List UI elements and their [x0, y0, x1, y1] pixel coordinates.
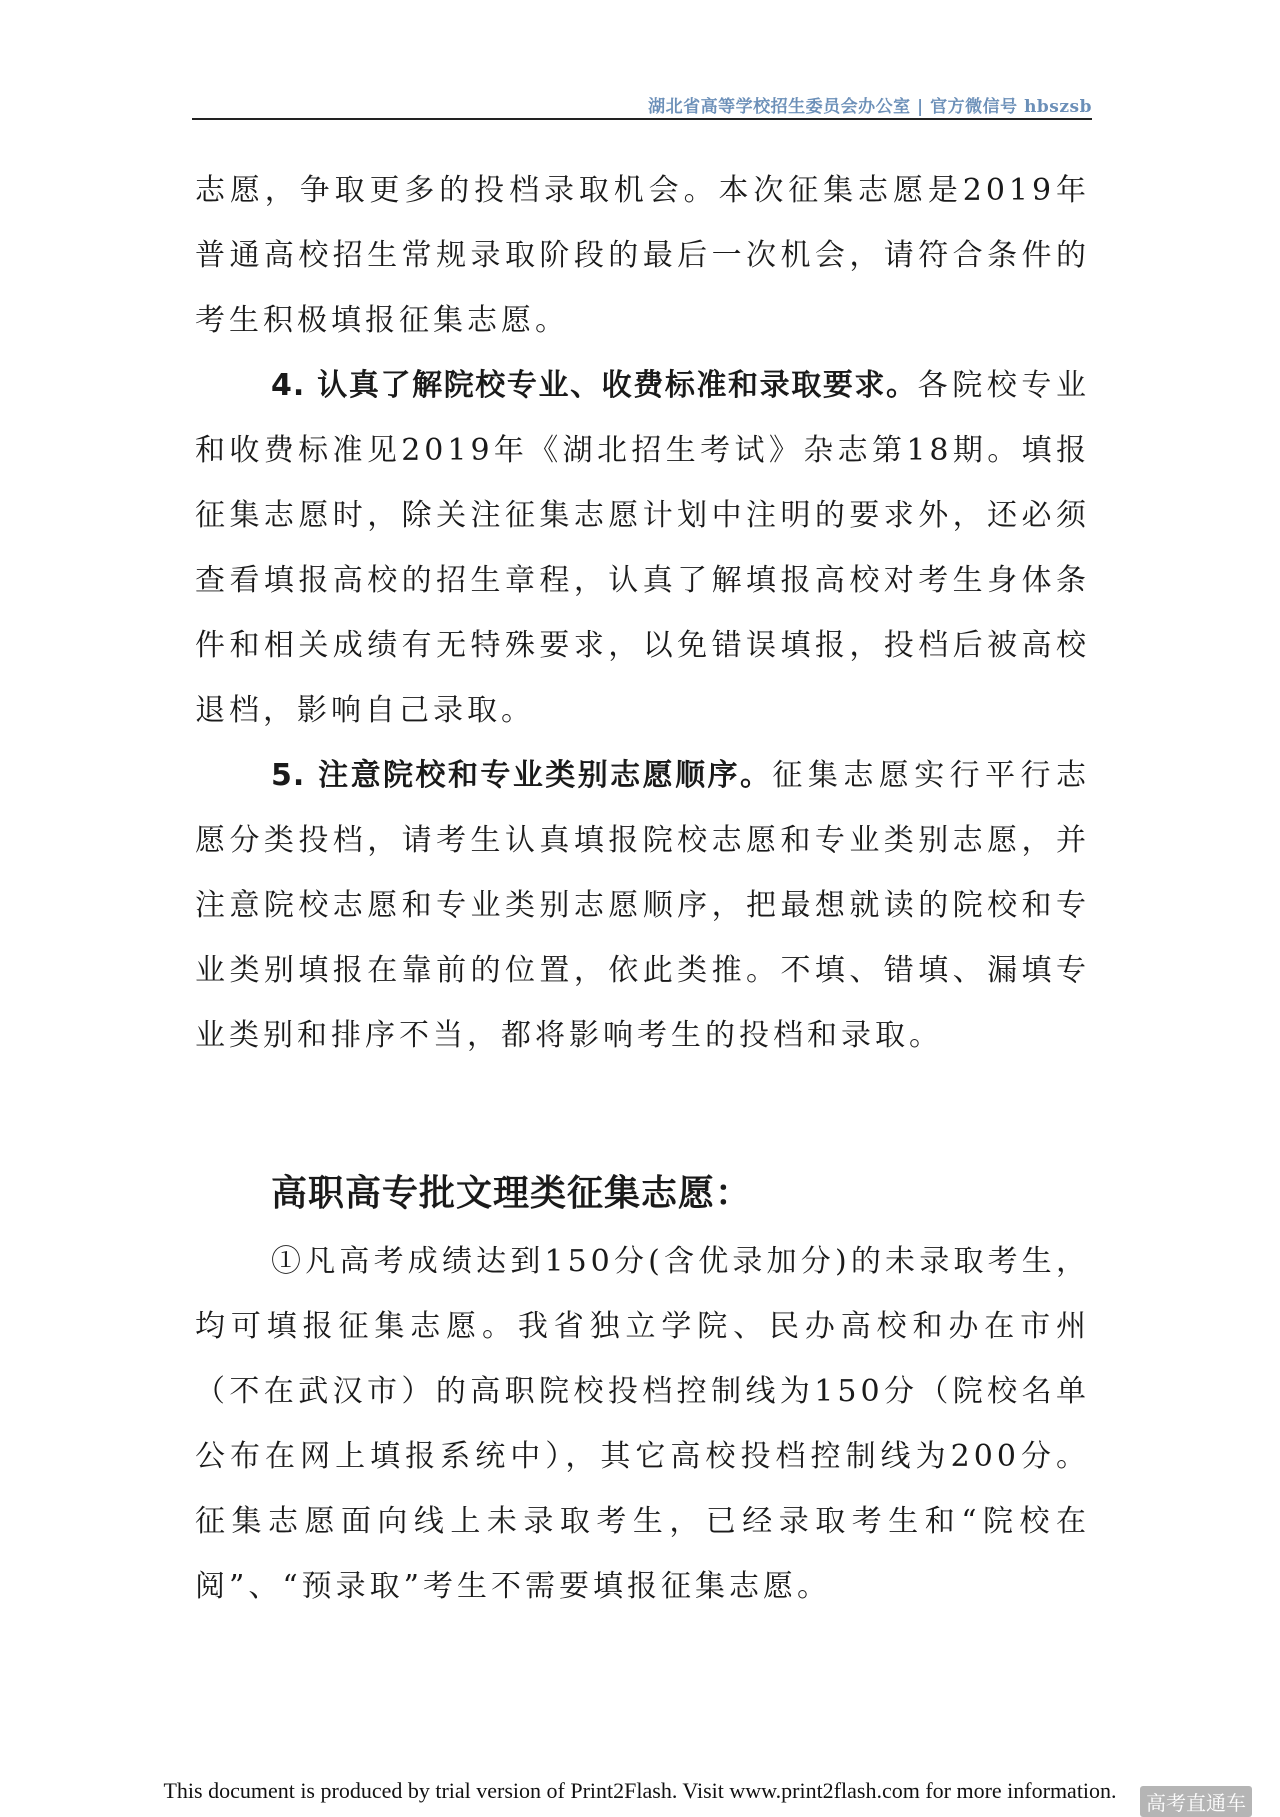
document-body	[195, 158, 1090, 1619]
paragraph-section-1: ①凡高考成绩达到150分(含优录加分)的未录取考生，均可填报征集志愿。我省独立学院、民办高校和办在市州（不在武汉市）的高职院校投档控制线为150分（院校名单公布在网上填报系统中），其它高校投档控制线为200分。征集志愿面向线上未录取考生，已经录取考生和“院校在阅”、“预录取”考生不需要填报征集志愿。	[195, 1244, 1090, 1604]
header-divider	[192, 118, 1092, 120]
item-4-body: 各院校专业和收费标准见2019年《湖北招生考试》杂志第18期。填报征集志愿时，除关注征集志愿计划中注明的要求外，还必须查看填报高校的招生章程，认真了解填报高校对考生身体条件和相关成绩有无特殊要求，以免错误填报，投档后被高校退档，影响自己录取。	[195, 368, 1091, 728]
watermark-logo: 高考直通车	[1140, 1786, 1252, 1817]
item-5-body: 征集志愿实行平行志愿分类投档，请考生认真填报院校志愿和专业类别志愿，并注意院校志愿和专业类别志愿顺序，把最想就读的院校和专业类别填报在靠前的位置，依此类推。不填、错填、漏填专业类别和排序不当，都将影响考生的投档和录取。	[195, 758, 1090, 1053]
paragraph-continued: 志愿，争取更多的投档录取机会。本次征集志愿是2019年普通高校招生常规录取阶段的最后一次机会，请符合条件的考生积极填报征集志愿。	[195, 173, 1090, 338]
paragraph-item-5	[195, 743, 1090, 1068]
page-header: 湖北省高等学校招生委员会办公室 | 官方微信号 hbszsb	[648, 97, 1092, 117]
item-5-heading: 5. 注意院校和专业类别志愿顺序。	[271, 758, 773, 793]
section-heading: 高职高专批文理类征集志愿：	[271, 1172, 753, 1214]
paragraph-item-4	[195, 353, 1090, 743]
trial-notice: This document is produced by trial version of Print2Flash. Visit www.print2flash.com for more information.	[163, 1778, 1117, 1803]
item-4-heading: 4. 认真了解院校专业、收费标准和录取要求。	[271, 368, 918, 403]
